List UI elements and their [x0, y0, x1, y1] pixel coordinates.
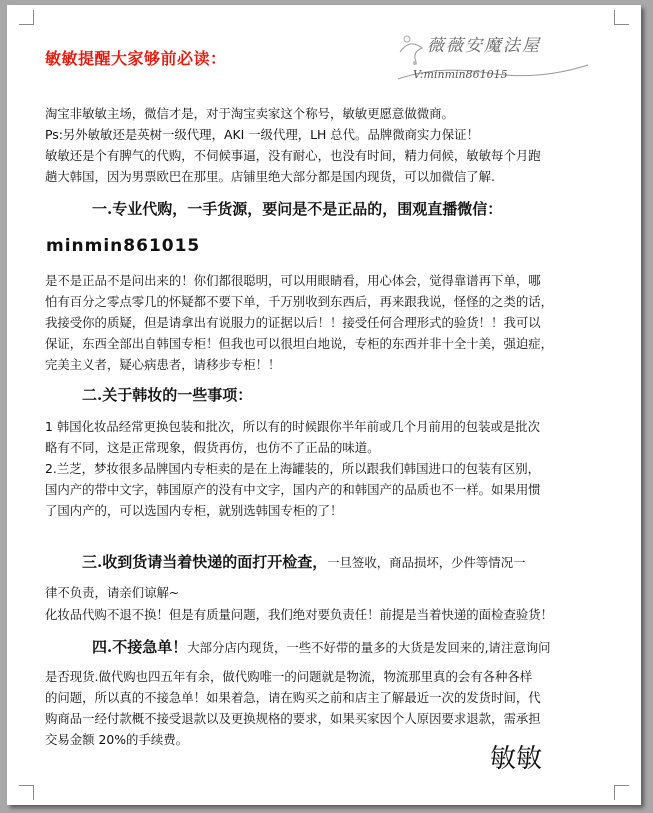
intro-line-4: 趟大韩国，因为男票欧巴在那里。店铺里绝大部分都是国内现货，可以加微信了解. [45, 169, 496, 184]
shop-logo [395, 27, 595, 97]
section-2-line-1: 1 韩国化妆品经常更换包装和批次，所以有的时候跟你半年前或几个月前用的包装或是批次 [45, 419, 541, 434]
wechat-id: minmin861015 [46, 236, 201, 256]
section-2-line-5: 了国内产的，可以选国内专柜，就别选韩国专柜的了！ [45, 503, 343, 518]
crop-mark-bottom-left [19, 785, 34, 800]
section-1-line-4: 保证，东西全部出自韩国专柜！但我也可以很坦白地说，专柜的东西并非十全十美，强迫症， [45, 336, 554, 351]
section-1-line-1: 是不是正品不是问出来的！你们都很聪明，可以用眼睛看，用心体会，觉得靠谱再下单，哪 [45, 273, 541, 288]
intro-line-2: Ps:另外敏敏还是英树一级代理，AKI 一级代理，LH 总代。品牌微商实力保证！ [45, 127, 479, 142]
section-1-line-5: 完美主义者，疑心病患者，请移步专柜！！ [45, 357, 281, 372]
section-3-line-1: 律不负责，请亲们谅解~ [45, 585, 180, 600]
crop-mark-bottom-right [614, 785, 629, 800]
logo-wechat-id: V:minmin861015 [413, 68, 508, 81]
section-3-heading-tail: 一旦签收，商品损坏，少件等情况一 [327, 555, 526, 570]
section-4-line-4: 交易金额 20%的手续费。 [45, 732, 188, 747]
crop-mark-top-right [614, 10, 629, 25]
section-3-heading: 三.收到货请当着快递的面打开检查， [82, 553, 328, 571]
section-1-heading: 一.专业代购，一手货源，要问是不是正品的，围观直播微信： [92, 200, 503, 218]
intro-line-3: 敏敏还是个有脾气的代购，不伺候事逼，没有耐心，也没有时间，精力伺候，敏敏每个月跑 [45, 148, 541, 163]
section-4-heading: 四.不接急单！ [92, 638, 188, 656]
section-4-heading-row [92, 636, 551, 657]
crop-mark-top-left [19, 10, 34, 25]
section-2-heading: 二.关于韩妆的一些事项： [82, 386, 253, 404]
section-4-line-1: 是否现货.做代购也四五年有余，做代购唯一的问题就是物流，物流那里真的会有各种各样 [45, 669, 533, 684]
signature-text: 敏敏 [490, 744, 543, 774]
section-4-line-2: 的问题，所以真的不接急单！如果着急，请在购买之前和店主了解最近一次的发货时间，代 [45, 690, 541, 705]
section-2-line-2: 略有不同，这是正常现象，假货再仿，也仿不了正品的味道。 [45, 440, 380, 455]
section-3-line-2: 化妆品代购不退不换！但是有质量问题，我们绝对要负责任！前提是当着快递的面检查验货！ [45, 607, 554, 622]
section-1-line-3: 我接受你的质疑，但是请拿出有说服力的证据以后！！接受任何合理形式的验货！！我可以 [45, 315, 541, 330]
section-1-line-2: 怕有百分之零点零几的怀疑都不要下单，千万别收到东西后，再来跟我说，怪怪的之类的话， [45, 294, 554, 309]
section-3-heading-row [82, 551, 525, 572]
section-2-line-4: 国内产的带中文字，韩国原产的没有中文字，国内产的和韩国产的品质也不一样。如果用惯 [45, 482, 541, 497]
intro-line-1: 淘宝非敏敏主场，微信才是，对于淘宝卖家这个称号，敏敏更愿意做微商。 [45, 106, 454, 121]
logo-shop-name: 薇薇安魔法屋 [427, 36, 541, 56]
document-title: 敏敏提醒大家够前必读： [45, 49, 227, 68]
section-4-line-3: 购商品一经付款概不接受退款以及更换规格的要求，如果买家因个人原因要求退款，需承担 [45, 711, 541, 726]
section-4-heading-tail: 大部分店内现货，一些不好带的量多的大货是发回来的,请注意询问 [187, 640, 551, 655]
handwritten-signature [490, 738, 560, 778]
section-2-line-3: 2.兰芝，梦妆很多品牌国内专柜卖的是在上海罐装的，所以跟我们韩国进口的包装有区别， [45, 461, 541, 476]
